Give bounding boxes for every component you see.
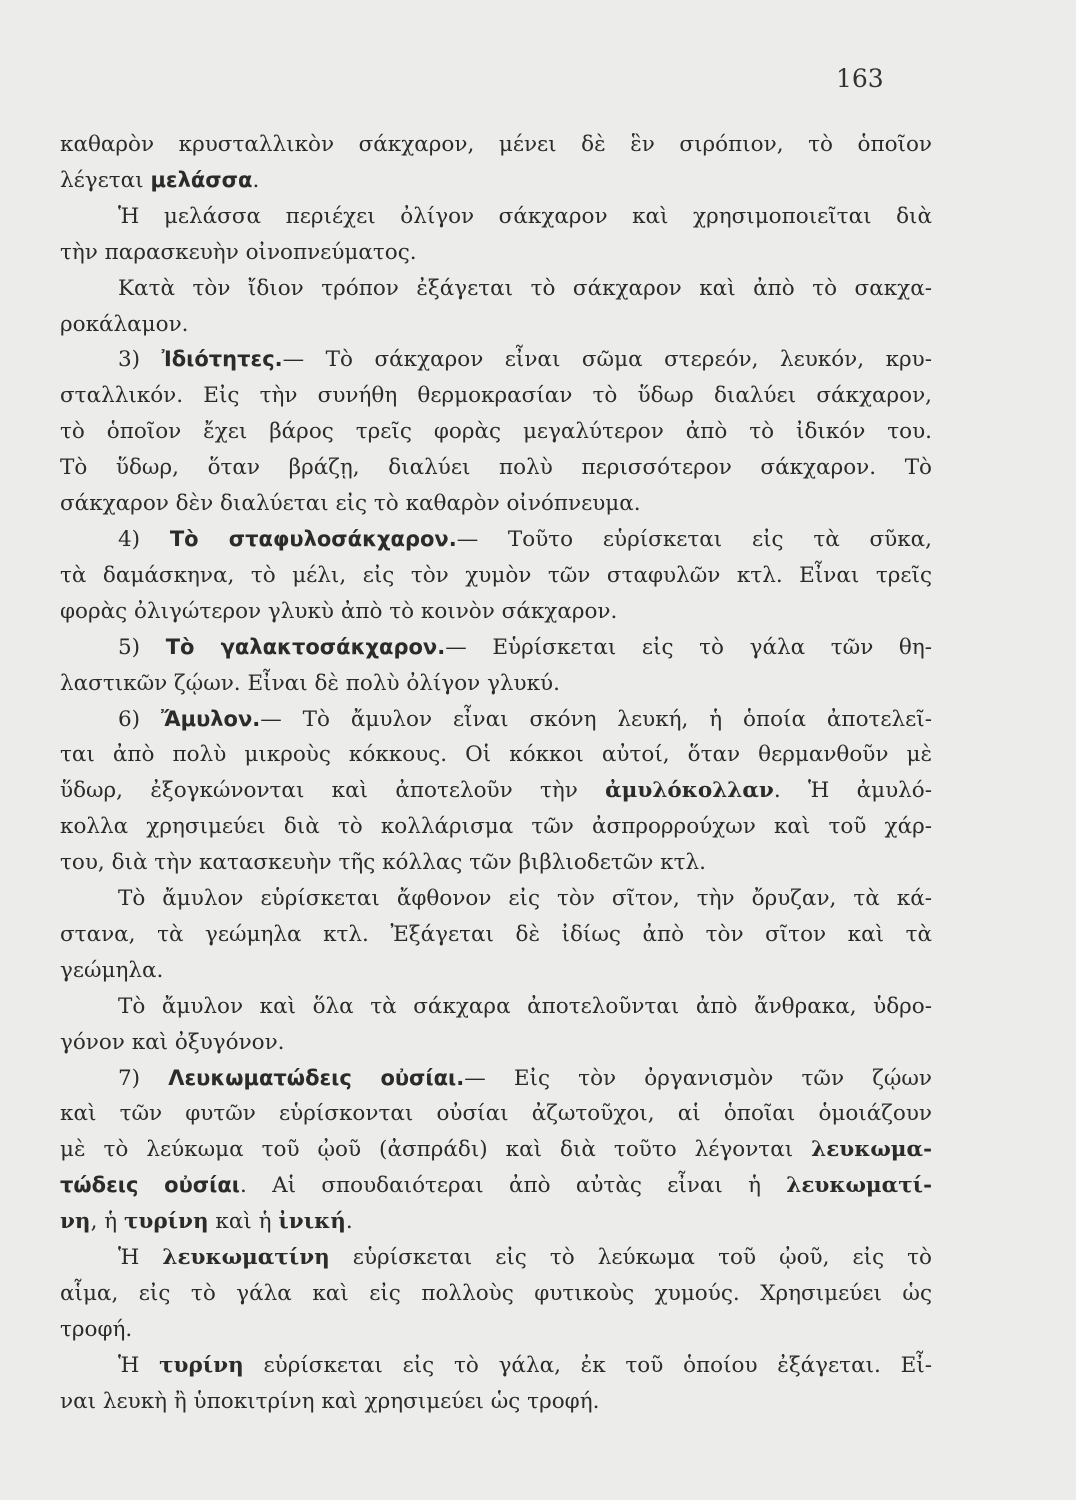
text-line (60, 1312, 932, 1348)
text-span: 4) (118, 526, 170, 552)
text-line (60, 163, 932, 199)
text-line (60, 953, 932, 989)
bold-term: λευκωματίνη (162, 1245, 330, 1271)
text-line (60, 1025, 932, 1061)
text-span: — Τὸ ἄμυλον εἶναι σκόνη λευκή, ἡ ὁποία ἀποτελεῖ- (260, 706, 932, 732)
text-span: στανα, τὰ γεώμηλα κτλ. Ἐξάγεται δὲ ἰδίως ἀπὸ τὸν σῖτον καὶ τὰ (60, 921, 932, 947)
text-span: εὑρίσκεται εἰς τὸ λεύκωμα τοῦ ᾠοῦ, εἰς τὸ (329, 1245, 932, 1271)
text-line (60, 666, 932, 702)
text-span: καθαρὸν κρυσταλλικὸν σάκχαρον, μένει δὲ ἓν σιρόπιον, τὸ ὁποῖον (60, 132, 932, 157)
text-span: Κατὰ τὸν ἴδιον τρόπον ἐξάγεται τὸ σάκχαρον καὶ ἀπὸ τὸ σακχα- (118, 275, 932, 301)
text-line (60, 450, 932, 486)
bold-term: ἀμυλόκολλαν (605, 778, 774, 804)
text-line (60, 809, 932, 845)
text-line (60, 630, 932, 666)
text-span: τὸ ὁποῖον ἔχει βάρος τρεῖς φορὰς μεγαλύτερον ἀπὸ τὸ ἰδικόν του. (60, 419, 932, 445)
text-line (60, 1276, 932, 1312)
text-line (60, 737, 932, 773)
text-line (60, 127, 932, 163)
text-line (60, 845, 932, 881)
bold-term: νη (60, 1209, 91, 1235)
text-line (60, 881, 932, 917)
text-line (60, 486, 932, 522)
text-span: τὰ δαμάσκηνα, τὸ μέλι, εἰς τὸν χυμὸν τῶν σταφυλῶν κτλ. Εἶναι τρεῖς (60, 562, 932, 588)
text-line (60, 1348, 932, 1384)
text-span: . (252, 167, 260, 193)
text-span: μὲ τὸ λεύκωμα τοῦ ᾠοῦ (ἀσπράδι) καὶ διὰ τοῦτο λέγονται (60, 1137, 812, 1163)
text-span: 7) (118, 1065, 169, 1091)
text-span: Ἡ (118, 1245, 163, 1271)
text-line (60, 558, 932, 594)
section-heading: μελάσσα (150, 167, 253, 192)
text-span: φορὰς ὀλιγώτερον γλυκὺ ἀπὸ τὸ κοινὸν σάκχαρον. (60, 598, 618, 624)
text-span: Τὸ ἄμυλον εὑρίσκεται ἄφθονον εἰς τὸν σῖτον, τὴν ὄρυζαν, τὰ κά- (118, 886, 932, 912)
bold-term: τυρίνη (123, 1209, 209, 1235)
text-span: ναι λευκὴ ἢ ὑποκιτρίνη καὶ χρησιμεύει ὡς τροφή. (60, 1388, 600, 1414)
bold-term: ἰνική (278, 1209, 346, 1235)
text-span: 3) (118, 347, 162, 373)
bold-term: λευκωμα- (811, 1137, 932, 1163)
text-line (60, 702, 932, 738)
text-span: 6) (118, 706, 161, 732)
text-span: τὴν παρασκευὴν οἰνοπνεύματος. (60, 239, 417, 265)
text-line (60, 307, 932, 343)
text-line (60, 271, 932, 307)
text-span: . (345, 1209, 353, 1235)
text-line (60, 773, 932, 809)
text-line (60, 199, 932, 235)
text-span: — Τὸ σάκχαρον εἶναι σῶμα στερεόν, λευκόν, κρυ- (282, 347, 932, 373)
text-span: καὶ τῶν φυτῶν εὑρίσκονται οὐσίαι ἀζωτοῦχοι, αἱ ὁποῖαι ὁμοιάζουν (60, 1101, 932, 1127)
text-span: αἷμα, εἰς τὸ γάλα καὶ εἰς πολλοὺς φυτικοὺς χυμούς. Χρησιμεύει ὡς (60, 1281, 932, 1306)
text-span: καὶ ἡ (208, 1209, 279, 1235)
bold-term: λευκωματί- (786, 1173, 933, 1199)
text-span: σταλλικόν. Εἰς τὴν συνήθη θερμοκρασίαν τὸ ὕδωρ διαλύει σάκχαρον, (60, 383, 932, 409)
page-number: 163 (836, 64, 884, 93)
text-span: — Εὑρίσκεται εἰς τὸ γάλα τῶν θη- (445, 634, 933, 660)
text-span: του, διὰ τὴν κατασκευὴν τῆς κόλλας τῶν βιβλιοδετῶν κτλ. (60, 850, 706, 876)
text-line (60, 1132, 932, 1168)
bold-term: τυρίνη (159, 1352, 244, 1378)
body-text (60, 127, 932, 1420)
text-span: Τὸ ἄμυλον καὶ ὅλα τὰ σάκχαρα ἀποτελοῦνται ἀπὸ ἄνθρακα, ὑδρο- (118, 993, 932, 1019)
text-span: εὑρίσκεται εἰς τὸ γάλα, ἐκ τοῦ ὁποίου ἐξάγεται. Εἶ- (243, 1352, 932, 1378)
text-span: — Εἰς τὸν ὀργανισμὸν τῶν ζῴων (464, 1065, 932, 1091)
text-line (60, 1240, 932, 1276)
text-line (60, 1096, 932, 1132)
text-span: — Τοῦτο εὑρίσκεται εἰς τὰ σῦκα, (456, 526, 932, 552)
text-span: ροκάλαμον. (60, 311, 189, 337)
text-span: λέγεται (60, 167, 151, 193)
text-line (60, 378, 932, 414)
text-line (60, 1204, 932, 1240)
text-span: κολλα χρησιμεύει διὰ τὸ κολλάρισμα τῶν ἀσπρορρούχων καὶ τοῦ χάρ- (60, 814, 932, 840)
text-span: , ἡ (90, 1209, 124, 1235)
text-span: γόνον καὶ ὀξυγόνον. (60, 1029, 285, 1055)
text-span: Ἡ μελάσσα περιέχει ὀλίγον σάκχαρον καὶ χρησιμοποιεῖται διὰ (118, 203, 932, 229)
text-line (60, 917, 932, 953)
text-span: Τὸ ὕδωρ, ὅταν βράζῃ, διαλύει πολὺ περισσότερον σάκχαρον. Τὸ (60, 455, 932, 481)
text-span: λαστικῶν ζῴων. Εἶναι δὲ πολὺ ὀλίγον γλυκύ. (60, 670, 560, 696)
text-line (60, 1168, 932, 1204)
text-line (60, 989, 932, 1025)
text-span: σάκχαρον δὲν διαλύεται εἰς τὸ καθαρὸν οἰνόπνευμα. (60, 491, 641, 517)
text-span: ὕδωρ, ἐξογκώνονται καὶ ἀποτελοῦν τὴν (60, 778, 606, 804)
text-span: ται ἀπὸ πολὺ μικροὺς κόκκους. Οἱ κόκκοι αὐτοί, ὅταν θερμανθοῦν μὲ (60, 742, 932, 768)
text-line (60, 594, 932, 630)
text-span: τροφή. (60, 1316, 133, 1342)
text-line (60, 1384, 932, 1420)
text-line (60, 414, 932, 450)
section-heading: Ἰδιότητες. (161, 347, 283, 372)
text-line (60, 522, 932, 558)
section-heading: Τὸ σταφυλοσάκχαρον. (169, 526, 457, 551)
section-heading: τώδεις οὐσίαι (60, 1173, 240, 1198)
text-line (60, 342, 932, 378)
text-span: 5) (118, 634, 166, 660)
text-span: γεώμηλα. (60, 957, 164, 983)
text-line (60, 1061, 932, 1097)
section-heading: Λευκωματώδεις οὐσίαι. (168, 1065, 465, 1090)
text-line (60, 235, 932, 271)
section-heading: Τὸ γαλακτοσάκχαρον. (165, 634, 446, 659)
text-span: Ἡ (118, 1352, 160, 1378)
text-span: . Αἱ σπουδαιότεραι ἀπὸ αὐτὰς εἶναι ἡ (239, 1173, 787, 1199)
section-heading: Ἄμυλον. (160, 706, 261, 731)
text-span: . Ἡ ἀμυλό- (773, 778, 932, 804)
